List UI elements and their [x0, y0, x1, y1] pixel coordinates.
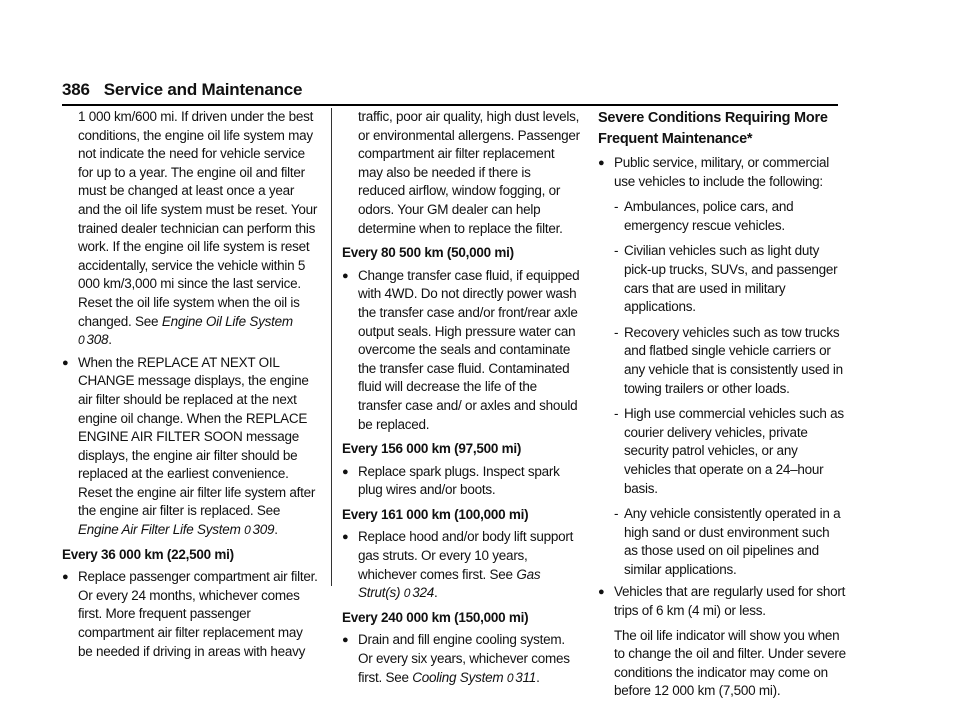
page-pointer-icon: 0 [506, 670, 514, 685]
page-number: 386 [62, 80, 90, 99]
page-header [62, 80, 302, 100]
bullet-icon: ● [342, 465, 349, 478]
list-item: ● Vehicles that are regularly used for short trips of 6 km (4 mi) or less. [598, 584, 846, 619]
dash-icon: - [614, 243, 619, 259]
page-pointer-icon: 0 [403, 586, 411, 601]
interval-heading: Every 80 500 km (50,000 mi) [342, 245, 514, 261]
follow-paragraph: The oil life indicator will show you when to change the oil and filter. Under severe conditions the indicator may come on before 12 000 km (7,500 mi). [614, 627, 846, 699]
column-3 [598, 108, 846, 701]
bullet-icon: ● [62, 356, 69, 369]
header-rule [62, 104, 838, 106]
section-title: Service and Maintenance [103, 80, 303, 99]
list-item: ● Change transfer case fluid, if equipped with 4WD. Do not directly power wash the transfer case and/or front/rear axle output seals. High pressure water can overcome the seals and contaminate the transfer case fluid. Contaminated fluid will decrease the life of the transfer case and/ or axles and should be replaced. [342, 267, 580, 432]
dash-item: - High use commercial vehicles such as courier delivery vehicles, private security patrol vehicles, or any vehicles that operate on a 24–hour basis. [614, 406, 844, 496]
column-divider [331, 108, 332, 586]
bullet-icon: ● [598, 586, 605, 599]
dash-item: - Ambulances, police cars, and emergency rescue vehicles. [614, 199, 794, 233]
bullet-icon: ● [342, 531, 349, 544]
ref-engine-air-filter-life-system[interactable]: Engine Air Filter Life System [78, 522, 241, 538]
list-item: ● Public service, military, or commercial use vehicles to include the following: [598, 155, 830, 189]
intro-paragraph: 1 000 km/600 mi. If driven under the best conditions, the engine oil life system may not indicate the need for vehicle service for up to a year. The engine oil and filter must be changed at least once a year and the oil life system must be reset. Your trained dealer technician can perform this work. If the engine oil life system is reset accidentally, service the vehicle within 5 000 km/3,000 mi since the last service. Reset the oil life system when the oil is changed. See Engine Oil Life System 0 308. [78, 109, 318, 348]
ref-engine-oil-life-system[interactable]: Engine Oil Life System [161, 313, 293, 329]
page-ref-324[interactable]: 324 [412, 585, 434, 601]
bullet-icon: ● [62, 571, 69, 584]
page-ref-309[interactable]: 309 [252, 522, 275, 538]
dash-item: - Civilian vehicles such as light duty pick-up trucks, SUVs, and passenger cars that are used in military applications. [614, 243, 838, 315]
column-2 [342, 108, 580, 687]
list-item: ● When the REPLACE AT NEXT OIL CHANGE message displays, the engine air filter should be replaced at the next engine oil change. When the REPLACE ENGINE AIR FILTER SOON message displays, the engine air filter should be replaced at the earliest convenience. Reset the engine air filter life system after the engine air filter is replaced. See Engine Air Filter Life System 0 309. [62, 354, 316, 538]
section-heading: Severe Conditions Requiring More Frequent Maintenance* [598, 110, 828, 147]
ref-gas-struts[interactable]: Gas Strut(s) [358, 566, 541, 601]
list-item: ● Replace hood and/or body lift support gas struts. Or every 10 years, whichever comes first. See Gas Strut(s) 0 324. [342, 529, 574, 601]
dash-icon: - [614, 406, 619, 422]
interval-heading: Every 240 000 km (150,000 mi) [342, 609, 529, 625]
page-pointer-icon: 0 [78, 333, 85, 348]
ref-cooling-system[interactable]: Cooling System [412, 669, 504, 685]
bullet-icon: ● [342, 634, 349, 647]
bullet-icon: ● [342, 269, 349, 282]
page-ref-311[interactable]: 311 [515, 669, 537, 685]
page-pointer-icon: 0 [244, 523, 251, 538]
dash-icon: - [614, 324, 619, 340]
dash-item: - Recovery vehicles such as tow trucks and flatbed single vehicle carriers or any vehicle that is consistently used in towing trailers or other loads. [614, 324, 843, 396]
column-1 [62, 108, 318, 661]
list-item: ● Replace passenger compartment air filter. Or every 24 months, whichever comes first. More frequent passenger compartment air filter replacement may be needed if driving in areas with heavy [62, 569, 318, 659]
continued-paragraph: traffic, poor air quality, high dust levels, or environmental allergens. Passenger compartment air filter replacement may also be needed if there is reduced airflow, window fogging, or odors. Your GM dealer can help determine when to replace the filter. [358, 109, 580, 236]
interval-heading: Every 161 000 km (100,000 mi) [342, 506, 529, 522]
list-item: ● Replace spark plugs. Inspect spark plug wires and/or boots. [342, 463, 560, 498]
dash-icon: - [614, 199, 619, 215]
dash-icon: - [614, 506, 619, 522]
interval-heading: Every 36 000 km (22,500 mi) [62, 546, 234, 562]
bullet-icon: ● [598, 157, 605, 169]
interval-heading: Every 156 000 km (97,500 mi) [342, 441, 522, 457]
dash-item: - Any vehicle consistently operated in a high sand or dust environment such as those used on oil pipelines and similar applications. [614, 506, 841, 577]
page-ref-308[interactable]: 308 [86, 332, 109, 348]
list-item: ● Drain and fill engine cooling system. Or every six years, whichever comes first. See Cooling System 0 311. [342, 632, 570, 685]
